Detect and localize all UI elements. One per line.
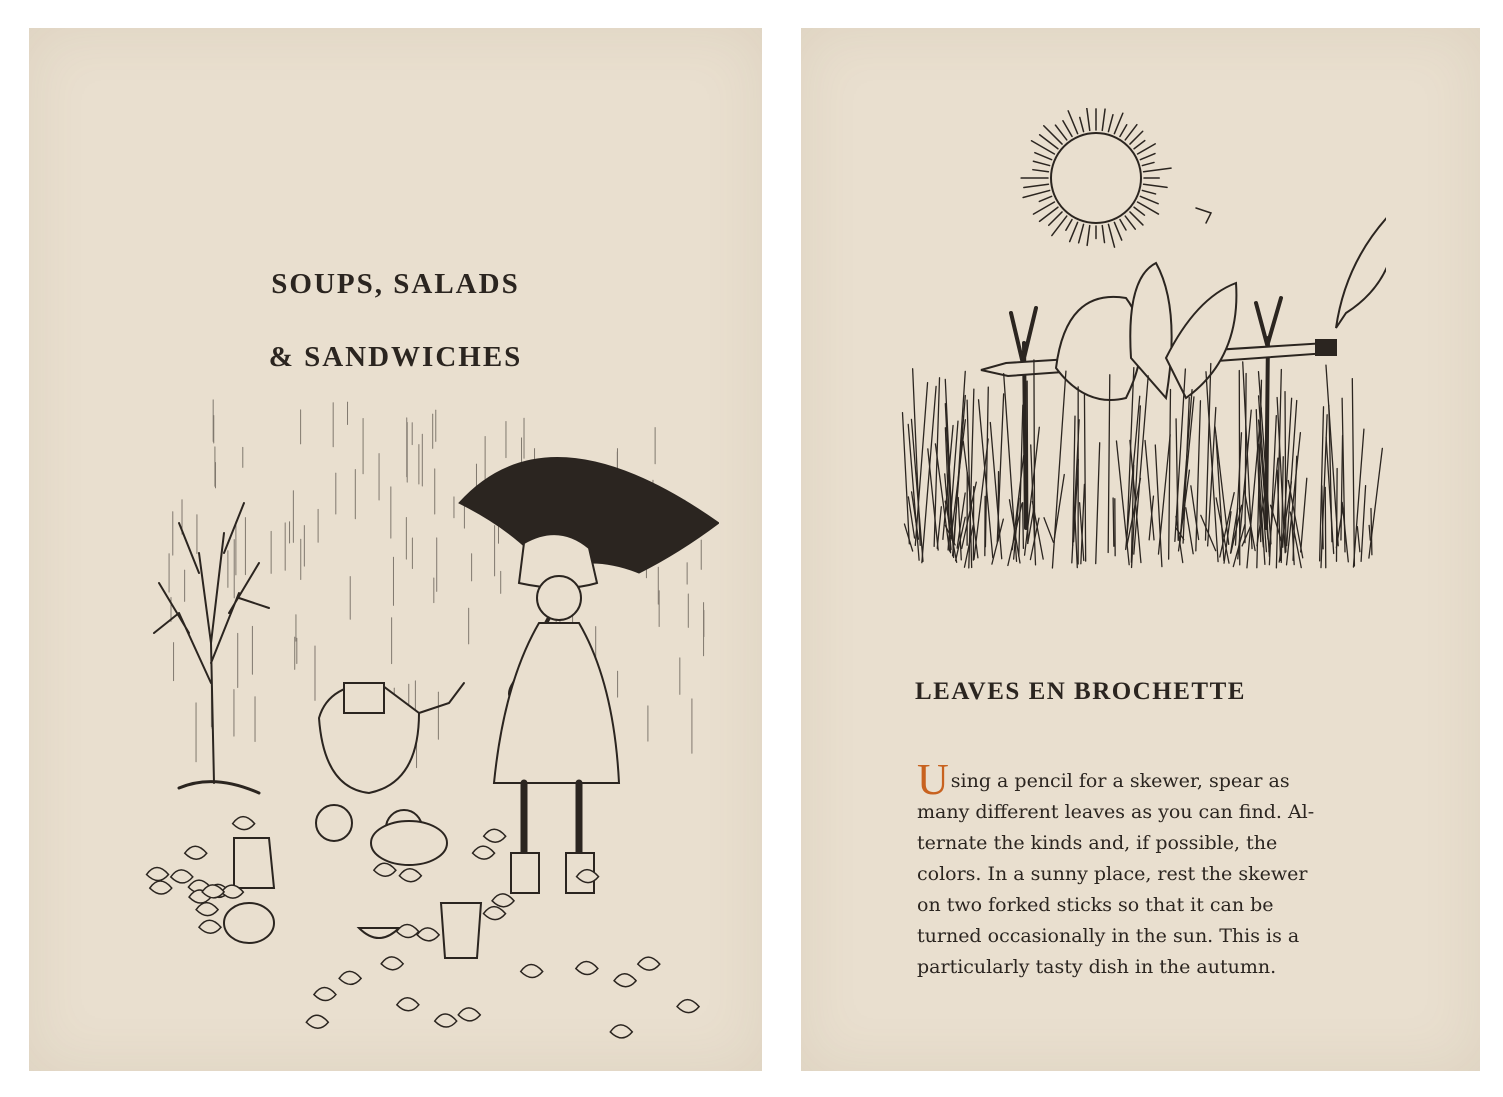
leaves-skewer-illustration (896, 108, 1386, 578)
recipe-body (917, 755, 1365, 983)
recipe-title: LEAVES EN BROCHETTE (915, 678, 1246, 705)
girl-figure (494, 534, 619, 893)
recipe-first-line (917, 755, 1365, 804)
tea-set-icon (224, 821, 481, 958)
chapter-title-line-2: & SANDWICHES (268, 341, 523, 373)
recipe-line-2: many different leaves as you can find. Al- (917, 801, 1315, 823)
recipe-line-3: ternate the kinds and, if possible, the (917, 832, 1278, 854)
sun-icon (1021, 108, 1171, 247)
recipe-line-7: particularly tasty dish in the autumn. (917, 956, 1277, 978)
recipe-line-6: turned occasionally in the sun. This is a (917, 925, 1300, 947)
chapter-title-line-1: SOUPS, SALADS (271, 268, 520, 300)
recipe-line-1: sing a pencil for a skewer, spear as (950, 770, 1290, 792)
insect-icon (1196, 208, 1211, 223)
doll-pram-icon (316, 683, 464, 846)
skewered-leaves (1056, 208, 1386, 400)
drop-cap: U (917, 755, 949, 804)
recipe-line-5: on two forked sticks so that it can be (917, 894, 1274, 916)
recipe-line-4: colors. In a sunny place, rest the skewer (917, 863, 1308, 885)
right-page (801, 28, 1480, 1071)
left-page (29, 28, 762, 1071)
girl-umbrella-illustration (119, 383, 719, 1048)
bare-tree-icon (154, 503, 269, 793)
